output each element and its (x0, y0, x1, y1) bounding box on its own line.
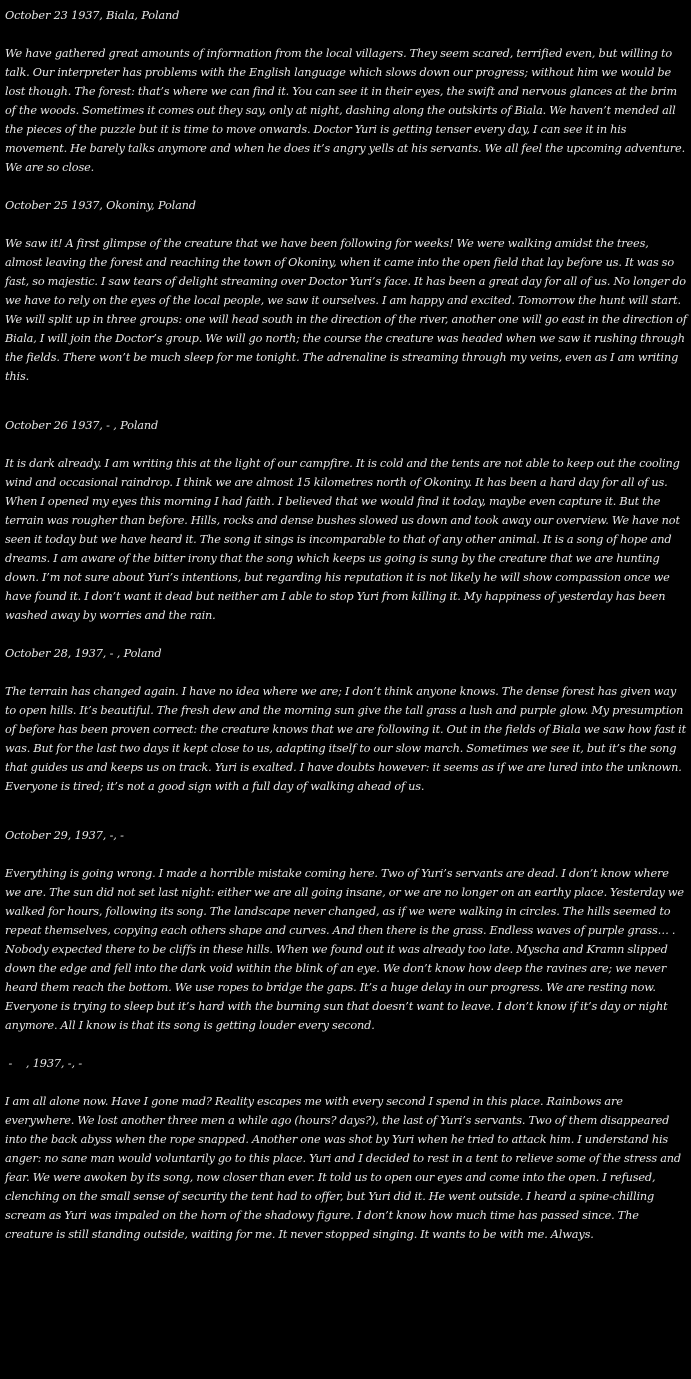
spacer (5, 796, 687, 826)
spacer (5, 386, 687, 416)
entry-date: - , 1937, -, - (5, 1057, 83, 1070)
spacer (5, 1073, 687, 1092)
entry-date: October 23 1937, Biala, Poland (5, 9, 180, 22)
entry-date: October 28, 1937, - , Poland (5, 647, 162, 660)
entry-date: October 26 1937, - , Poland (5, 419, 159, 432)
entry-text: We have gathered great amounts of information from the local villagers. They seem scared, terrified even, but willing to talk. Our interpreter has problems with the English language which slows down our progress; without him we would be lost though. The forest: that’s where we can find it. You can see it in their eyes, the swift and nervous glances at the brim of the woods. Sometimes it comes out they say, only at night, dashing along the outskirts of Biala. We haven’t mended all the pieces of the puzzle but it is time to move onwards. Doctor Yuri is getting tenser every day, I can see it in his movement. He barely talks anymore and when he does it’s angry yells at his servants. We all feel the upcoming adventure. We are so close. (5, 47, 686, 174)
spacer (5, 25, 687, 44)
entry-text: The terrain has changed again. I have no idea where we are; I don’t think anyone knows. The dense forest has given way to open hills. It’s beautiful. The fresh dew and the morning sun give the tall grass a lush and purple glow. My presumption of before has been proven correct: the creature knows that we are following it. Out in the fields of Biala we saw how fast it was. But for the last two days it kept close to us, adapting itself to our slow march. Sometimes we see it, but it’s the song that guides us and keeps us on track. Yuri is exalted. I have doubts however: it seems as if we are lured into the unknown. Everyone is tired; it’s not a good sign with a full day of walking ahead of us. (5, 685, 686, 793)
spacer (5, 177, 687, 196)
entry-text: I am all alone now. Have I gone mad? Reality escapes me with every second I spend in this place. Rainbows are everywhere. We lost another three men a while ago (hours? days?), the last of Yuri’s servants. Two of them disappeared into the back abyss when the rope snapped. Another one was shot by Yuri when he tried to attack him. I understand his anger: no sane man would voluntarily go to this place. Yuri and I decided to rest in a tent to relieve some of the stress and fear. We were awoken by its song, now closer than ever. It told us to open our eyes and come into the open. I refused, clenching on the small sense of security the tent had to offer, but Yuri did it. He went outside. I heard a spine-chilling scream as Yuri was impaled on the horn of the shadowy figure. I don’t know how much time has passed since. The creature is still standing outside, waiting for me. It never stopped singing. It wants to be with me. Always. (5, 1095, 682, 1241)
entry-text: It is dark already. I am writing this at the light of our campfire. It is cold and the tents are not able to keep out the cooling wind and occasional raindrop. I think we are almost 15 kilometres north of Okoniny. It has been a hard day for all of us. When I opened my eyes this morning I had faith. I believed that we would find it today, maybe even capture it. But the terrain was rougher than before. Hills, rocks and dense bushes slowed us down and took away our overview. We have not seen it today but we have heard it. The song it sings is incomparable to that of any other animal. It is a song of hope and dreams. I am aware of the bitter irony that the song which keeps us going is sung by the creature that we are hunting down. I’m not sure about Yuri’s intentions, but regarding his reputation it is not likely he will show compassion once we have found it. I don’t want it dead but neither am I able to stop Yuri from killing it. My happiness of yesterday has been washed away by worries and the rain. (5, 457, 680, 622)
spacer (5, 435, 687, 454)
entry-text: We saw it! A first glimpse of the creature that we have been following for weeks! We were walking amidst the trees, almost leaving the forest and reaching the town of Okoniny, when it came into the open field that lay before us. It was so fast, so majestic. I saw tears of delight streaming over Doctor Yuri’s face. It has been a great day for all of us. No longer do we have to rely on the eyes of the local people, we saw it ourselves. I am happy and excited. Tomorrow the hunt will start. We will split up in three groups: one will head south in the direction of the river, another one will go east in the direction of Biala, I will join the Doctor’s group. We will go north; the course the creature was headed when we saw it rushing through the fields. There won’t be much sleep for me tonight. The adrenaline is streaming through my veins, even as I am writing this. (5, 237, 687, 383)
entry-text: Everything is going wrong. I made a horrible mistake coming here. Two of Yuri’s servants are dead. I don’t know where we are. The sun did not set last night: either we are all going insane, or we are no longer on an earthy place. Yesterday we walked for hours, following its song. The landscape never changed, as if we were walking in circles. The hills seemed to repeat themselves, copying each others shape and curves. And then there is the grass. Endless waves of purple grass… . Nobody expected there to be cliffs in these hills. When we found out it was already too late. Myscha and Kramn slipped down the edge and fell into the dark void within the blink of an eye. We don’t know how deep the ravines are; we never heard them reach the bottom. We use ropes to bridge the gaps. It’s a huge delay in our progress. We are resting now. Everyone is trying to sleep but it’s hard with the burning sun that doesn’t want to leave. I don’t know if it’s day or night anymore. All I know is that its song is getting louder every second. (5, 867, 684, 1032)
entry-date: October 29, 1937, -, - (5, 829, 124, 842)
spacer (5, 1035, 687, 1054)
spacer (5, 663, 687, 682)
entry-date: October 25 1937, Okoniny, Poland (5, 199, 196, 212)
spacer (5, 845, 687, 864)
spacer (5, 215, 687, 234)
spacer (5, 625, 687, 644)
journal-document (5, 6, 687, 1244)
